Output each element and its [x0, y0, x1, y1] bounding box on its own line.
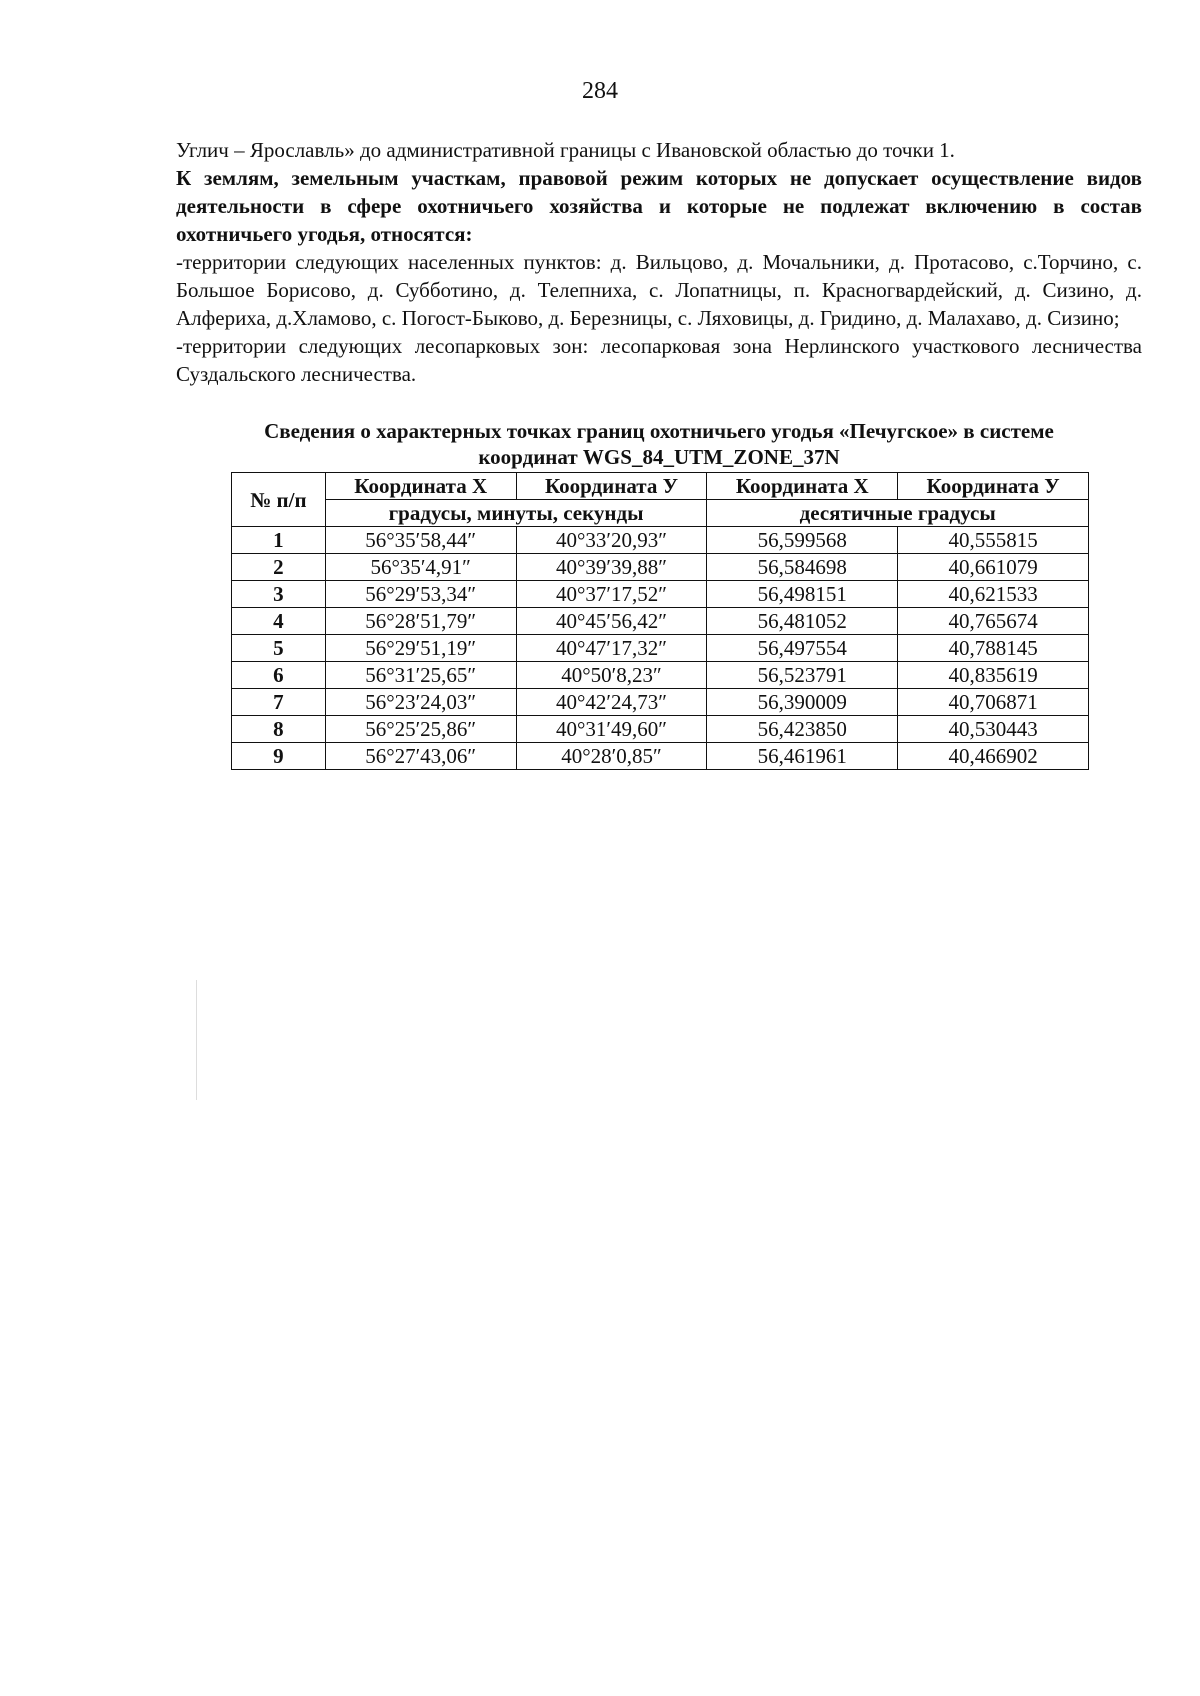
table-row [232, 608, 1089, 635]
scan-artifact-line [196, 980, 197, 1100]
paragraph-continuation: Углич – Ярославль» до административной границы с Ивановской областью до точки 1. [176, 138, 955, 162]
cell-y-dms: 40°45′56,42″ [516, 608, 707, 635]
cell-y-dec: 40,621533 [898, 581, 1089, 608]
cell-y-dms: 40°42′24,73″ [516, 689, 707, 716]
cell-point-number: 1 [232, 527, 326, 554]
cell-y-dec: 40,661079 [898, 554, 1089, 581]
table-title [176, 418, 1142, 470]
cell-x-dms: 56°35′58,44″ [325, 527, 516, 554]
table-row [232, 662, 1089, 689]
table-title-line-1: Сведения о характерных точках границ охотничьего угодья «Печугское» в системе [264, 419, 1054, 443]
header-x-dms: Координата X [325, 473, 516, 500]
cell-x-dms: 56°25′25,86″ [325, 716, 516, 743]
cell-x-dms: 56°27′43,06″ [325, 743, 516, 770]
cell-y-dec: 40,706871 [898, 689, 1089, 716]
table-row [232, 581, 1089, 608]
cell-y-dms: 40°39′39,88″ [516, 554, 707, 581]
cell-x-dec: 56,523791 [707, 662, 898, 689]
cell-x-dms: 56°28′51,79″ [325, 608, 516, 635]
cell-point-number: 7 [232, 689, 326, 716]
header-group-dec: десятичные градусы [707, 500, 1089, 527]
cell-x-dms: 56°31′25,65″ [325, 662, 516, 689]
cell-y-dec: 40,835619 [898, 662, 1089, 689]
paragraph-restricted-lands-heading: К землям, земельным участкам, правовой режим которых не допускает осуществление видов деятельности в сфере охотничьего хозяйства и которые не подлежат включению в состав охотничьего угодья, относятся: [176, 166, 1142, 246]
header-group-dms: градусы, минуты, секунды [325, 500, 707, 527]
cell-y-dec: 40,466902 [898, 743, 1089, 770]
table-row [232, 689, 1089, 716]
table-row [232, 743, 1089, 770]
document-body [176, 136, 1142, 388]
cell-point-number: 3 [232, 581, 326, 608]
cell-x-dms: 56°29′51,19″ [325, 635, 516, 662]
cell-point-number: 2 [232, 554, 326, 581]
cell-x-dec: 56,599568 [707, 527, 898, 554]
header-y-dms: Координата У [516, 473, 707, 500]
header-num: № п/п [232, 473, 326, 527]
header-y-dec: Координата У [898, 473, 1089, 500]
cell-y-dms: 40°37′17,52″ [516, 581, 707, 608]
table-title-line-2: координат WGS_84_UTM_ZONE_37N [478, 445, 840, 469]
header-x-dec: Координата X [707, 473, 898, 500]
table-header-row [232, 473, 1089, 500]
table-row [232, 554, 1089, 581]
cell-y-dms: 40°50′8,23″ [516, 662, 707, 689]
cell-point-number: 4 [232, 608, 326, 635]
cell-point-number: 5 [232, 635, 326, 662]
table-row [232, 716, 1089, 743]
table-row [232, 635, 1089, 662]
paragraph-settlements: -территории следующих населенных пунктов: д. Вильцово, д. Мочальники, д. Протасово, с.Торчино, с. Большое Борисово, д. Субботино, д. Телепниха, с. Лопатницы, п. Красногвардейский, д. Сизино, д. Алфериха, д.Хламово, с. Погост-Быково, д. Березницы, с. Ляховицы, д. Гридино, д. Малахаво, д. Сизино; [176, 250, 1142, 330]
cell-x-dec: 56,584698 [707, 554, 898, 581]
cell-point-number: 6 [232, 662, 326, 689]
table-body [232, 527, 1089, 770]
paragraph-forest-park-zones: -территории следующих лесопарковых зон: лесопарковая зона Нерлинского участкового лесничества Суздальского лесничества. [176, 334, 1142, 386]
cell-x-dec: 56,461961 [707, 743, 898, 770]
cell-x-dec: 56,481052 [707, 608, 898, 635]
cell-x-dms: 56°29′53,34″ [325, 581, 516, 608]
cell-y-dms: 40°28′0,85″ [516, 743, 707, 770]
cell-x-dms: 56°35′4,91″ [325, 554, 516, 581]
cell-y-dms: 40°33′20,93″ [516, 527, 707, 554]
page-number: 284 [582, 78, 618, 104]
cell-y-dms: 40°47′17,32″ [516, 635, 707, 662]
cell-x-dec: 56,390009 [707, 689, 898, 716]
table-row [232, 527, 1089, 554]
cell-point-number: 9 [232, 743, 326, 770]
coordinates-table [231, 472, 1089, 770]
table-subheader-row [232, 500, 1089, 527]
cell-x-dec: 56,423850 [707, 716, 898, 743]
cell-y-dec: 40,765674 [898, 608, 1089, 635]
cell-y-dec: 40,530443 [898, 716, 1089, 743]
cell-point-number: 8 [232, 716, 326, 743]
cell-x-dms: 56°23′24,03″ [325, 689, 516, 716]
cell-y-dec: 40,788145 [898, 635, 1089, 662]
cell-y-dec: 40,555815 [898, 527, 1089, 554]
cell-y-dms: 40°31′49,60″ [516, 716, 707, 743]
cell-x-dec: 56,497554 [707, 635, 898, 662]
cell-x-dec: 56,498151 [707, 581, 898, 608]
